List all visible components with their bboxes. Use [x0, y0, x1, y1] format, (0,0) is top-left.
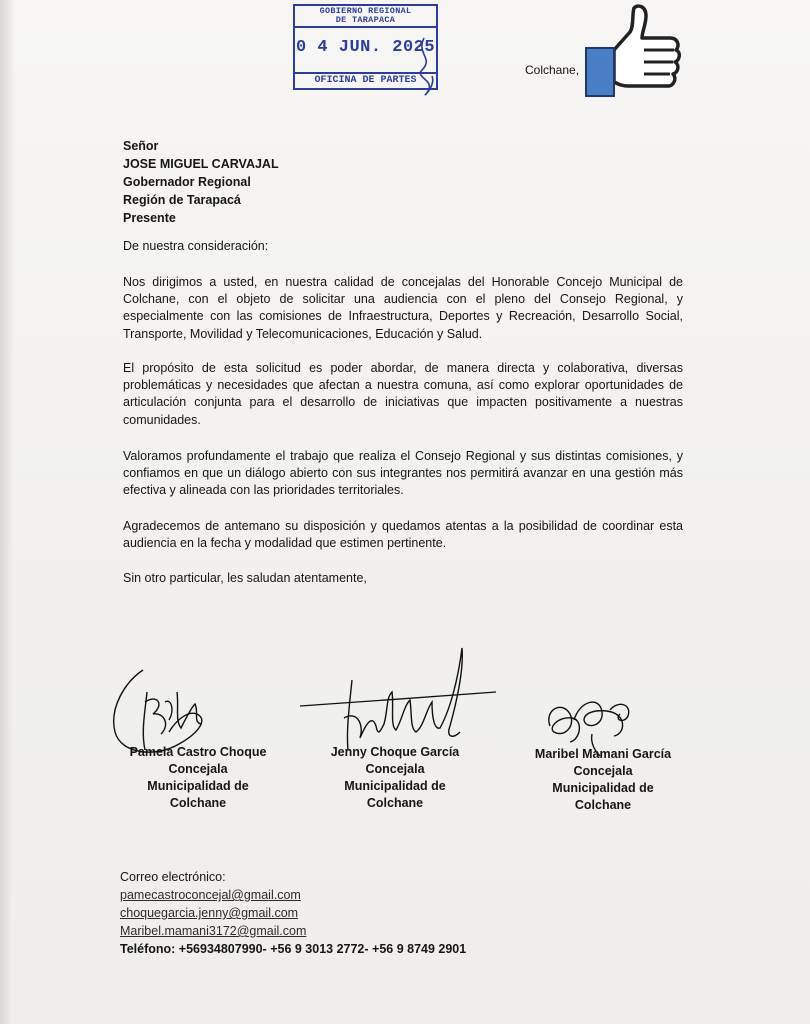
signatory-org-city: Colchane	[169, 796, 227, 810]
signatory-3	[508, 746, 698, 814]
recipient-title: Gobernador Regional	[123, 175, 251, 189]
signatory-org-city: Colchane	[366, 796, 424, 810]
thumbs-up-icon	[582, 2, 682, 98]
contact-phone: Teléfono: +56934807990- +56 9 3013 2772- +56 9 8749 2901	[120, 942, 467, 956]
body-paragraph-2: El propósito de esta solicitud es poder abordar, de manera directa y colaborativa, diversas problemáticas y necesidades que afectan a nuestra comuna, así como explorar oportunidades de articulación conjunta para el desarrollo de iniciativas que impacten positivamente a nuestras comunidades.	[123, 361, 683, 427]
signatory-org: Municipalidad de	[344, 779, 446, 793]
contact-email-label: Correo electrónico:	[120, 870, 226, 884]
signatory-name: Pamela Castro Choque	[129, 745, 267, 759]
signatory-role: Concejala	[168, 762, 228, 776]
closing-line: Sin otro particular, les saludan atentamente,	[123, 571, 367, 585]
recipient-presente: Presente	[123, 211, 176, 225]
place-label: Colchane,	[525, 63, 580, 77]
stamp-divider-top	[295, 26, 436, 28]
email-link-maribel[interactable]: Maribel.mamani3172@gmail.com	[120, 924, 307, 938]
signatory-name: Maribel Mamani García	[534, 747, 672, 761]
stamp-header	[295, 7, 436, 25]
body-paragraph-4: Agradecemos de antemano su disposición y quedamos atentas a la posibilidad de coordinar esta audiencia en la fecha y modalidad que estimen pertinente.	[123, 519, 683, 551]
recipient-region: Región de Tarapacá	[123, 193, 241, 207]
greeting: De nuestra consideración:	[123, 239, 269, 253]
signatory-org-city: Colchane	[574, 798, 632, 812]
stamp-date: 0 4 JUN. 2025	[295, 38, 436, 57]
recipient-salutation: Señor	[123, 139, 159, 153]
stamp-line1: GOBIERNO REGIONAL	[319, 6, 412, 16]
signatory-org: Municipalidad de	[147, 779, 249, 793]
contact-block	[120, 868, 466, 958]
stamp-line2: DE TARAPACA	[335, 15, 396, 25]
signatory-name: Jenny Choque García	[330, 745, 460, 759]
stamp-initials-scribble	[412, 36, 442, 98]
recipient-name: JOSE MIGUEL CARVAJAL	[123, 157, 279, 171]
page-edge-shadow	[0, 0, 14, 1024]
signatory-2	[305, 744, 485, 812]
body-paragraph-3: Valoramos profundamente el trabajo que realiza el Consejo Regional y sus distintas comisiones, y confiamos en que un diálogo abierto con sus integrantes nos permitirá avanzar en una gestión más efectiva y alineada con las prioridades territoriales.	[123, 449, 683, 498]
signatory-1	[108, 744, 288, 812]
body-paragraph-1: Nos dirigimos a usted, en nuestra calidad de concejalas del Honorable Concejo Municipal de Colchane, con el objeto de solicitar una audiencia con el pleno del Consejo Regional, y especialmente con las comisiones de Infraestructura, Deportes y Recreación, Desarrollo Social, Transporte, Movilidad y Telecomunicaciones, Educación y Salud.	[123, 275, 683, 341]
signatory-org: Municipalidad de	[552, 781, 654, 795]
recipient-block	[123, 137, 279, 227]
email-link-jenny[interactable]: choquegarcia.jenny@gmail.com	[120, 906, 299, 920]
email-link-pamela[interactable]: pamecastroconcejal@gmail.com	[120, 888, 301, 902]
signatory-role: Concejala	[365, 762, 425, 776]
stamp-office: OFICINA DE PARTES	[314, 75, 417, 86]
signatory-role: Concejala	[573, 764, 633, 778]
